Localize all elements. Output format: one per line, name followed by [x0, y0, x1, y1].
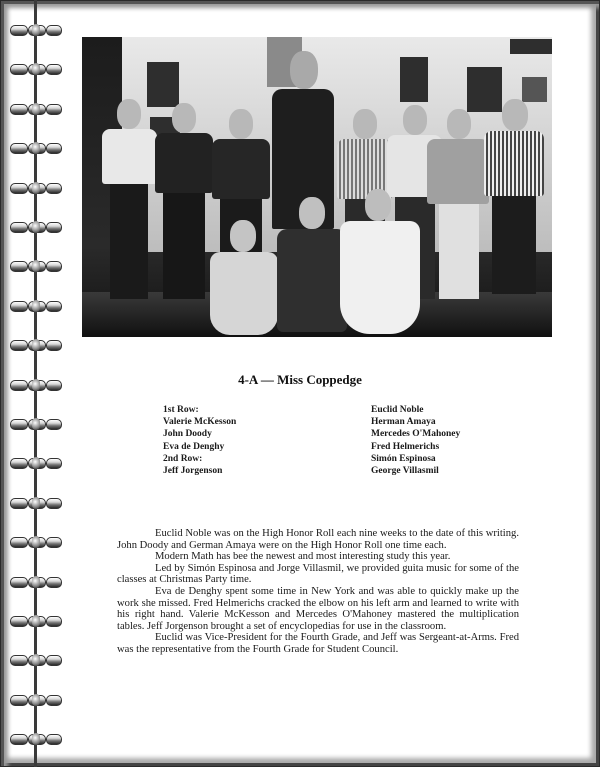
story-paragraph: Led by Simón Espinosa and Jorge Villasmil, we provided guita music for some of the classes at Christmas Party time. [117, 562, 519, 586]
spiral-ring-icon [10, 260, 62, 272]
spiral-ring-icon [10, 63, 62, 75]
story-paragraph: Euclid Noble was on the High Honor Roll each nine weeks to the date of this writing. John Doody and German Amaya were on the High Honor Roll one time each. [117, 528, 519, 551]
spiral-ring-icon [10, 221, 62, 233]
photo-poster [510, 39, 552, 54]
spiral-ring-icon [10, 24, 62, 36]
roster-name: Simón Espinosa [371, 453, 436, 464]
roster-name: Fred Helmerichs [371, 441, 440, 452]
roster-name: Valerie McKesson [163, 417, 237, 428]
spiral-ring-icon [10, 457, 62, 469]
roster-name: Euclid Noble [371, 405, 424, 415]
student-figure [340, 189, 420, 334]
spiral-ring-icon [10, 654, 62, 666]
spiral-ring-icon [10, 536, 62, 548]
student-figure [210, 220, 278, 335]
student-figure [102, 99, 157, 299]
story-paragraph: Euclid was Vice-President for the Fourth Grade, and Jeff was Sergeant-at-Arms. Fred was the representative from the Fourth Grade for Student Council. [117, 632, 519, 655]
class-story [117, 528, 519, 656]
spiral-ring-icon [10, 615, 62, 627]
roster-left-column [163, 404, 236, 477]
roster-name: 1st Row: [163, 405, 199, 415]
roster-name: 2nd Row: [163, 453, 203, 464]
roster-name: George Villasmil [371, 466, 439, 477]
spiral-ring-icon [10, 103, 62, 115]
roster-name: John Doody [163, 429, 212, 440]
student-figure [277, 197, 347, 332]
roster-right-column [371, 404, 460, 477]
spiral-ring-icon [10, 339, 62, 351]
student-figure [427, 109, 489, 299]
student-figure [155, 103, 213, 299]
class-caption-title: 4-A — Miss Coppedge [238, 372, 362, 387]
spiral-ring-icon [10, 497, 62, 509]
class-photo [82, 37, 552, 337]
roster-name: Eva de Denghy [163, 441, 225, 452]
spiral-ring-icon [10, 300, 62, 312]
roster-name: Herman Amaya [371, 417, 436, 428]
spiral-ring-icon [10, 694, 62, 706]
spiral-ring-icon [10, 142, 62, 154]
story-paragraph: Eva de Denghy spent some time in New York and was able to quickly make up the work she missed. Fred Helmerichs cracked the elbow on his left arm and learned to write with his right hand. Valerie McKesson and Mercedes O'Mahoney mastered the multiplication tables. Jeff Jorgenson brought a set of encyclopedias for use in the classroom. [117, 585, 519, 632]
student-figure [484, 99, 544, 294]
spiral-ring-icon [10, 418, 62, 430]
spiral-ring-icon [10, 182, 62, 194]
roster-name: Jeff Jorgenson [163, 466, 223, 477]
spiral-ring-icon [10, 733, 62, 745]
roster-name: Mercedes O'Mahoney [371, 429, 461, 440]
story-paragraph: Modern Math has bee the newest and most interesting study this year. [155, 551, 451, 563]
photo-poster [400, 57, 428, 102]
spiral-ring-icon [10, 576, 62, 588]
